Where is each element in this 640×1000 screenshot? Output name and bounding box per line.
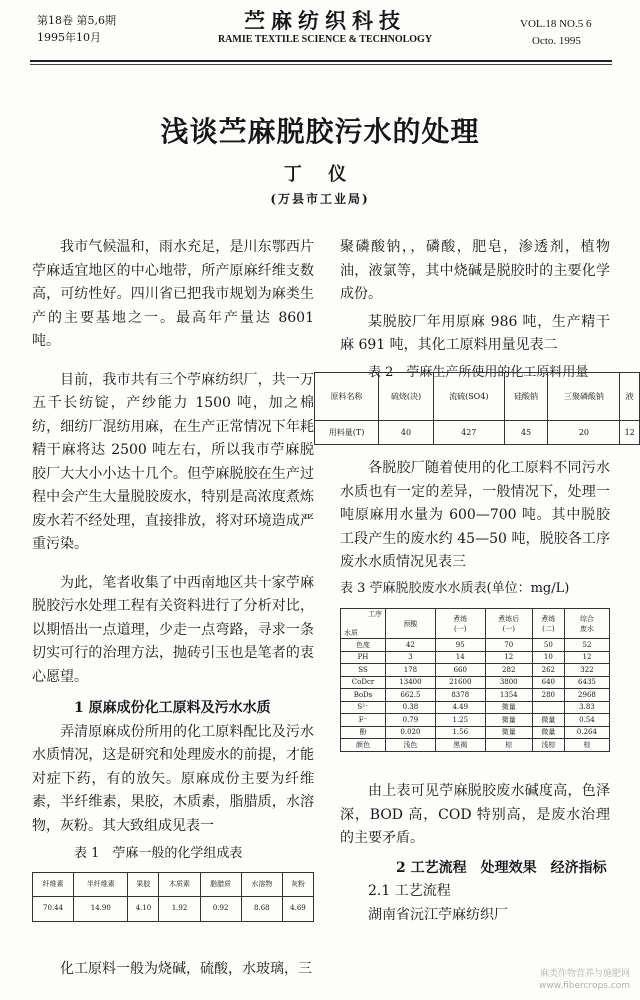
paragraph: 目前，我市共有三个苧麻纺织厂，共一万五千长纺锭，产纱能力 1500 吨，加之棉纺，细纺厂混纺用麻，在生产正常情况下年耗精干麻将达 2500 吨左右，所以我市苧麻脱胶厂大大小小达十几个。但苧麻脱胶在生产过程中会产生大量脱胶废水，特别是高浓度煮炼废水若不经处理，直接排放，将对环境造成严重污染。	[32, 371, 314, 552]
table-cell: 1.56	[435, 726, 485, 739]
journal-title-cn: 苎麻纺织科技	[244, 8, 406, 33]
table-cell: 660	[435, 664, 485, 677]
table-header-cell: 半纤维素	[74, 872, 128, 897]
table-row	[341, 726, 610, 739]
table-row	[33, 897, 314, 922]
table-header-cell: 煮练 (一)	[435, 609, 485, 639]
author-affiliation: (万县市工业局)	[270, 192, 370, 206]
table-cell: 12	[620, 421, 640, 445]
left-column-continued	[32, 958, 314, 982]
table-cell: 微量	[485, 714, 532, 727]
table-cell	[532, 701, 564, 714]
table-cell: 6435	[564, 676, 609, 689]
table-row-label: PH	[341, 651, 386, 664]
paragraph: 化工原料一般为烧碱，硫酸，水玻璃，三	[60, 961, 312, 977]
table-cell: 0.38	[386, 701, 436, 714]
table-cell: 50	[532, 639, 564, 652]
watermark-site-name: 麻类作物营养与施肥网	[539, 969, 630, 979]
corner-label-bottom: 水质	[344, 629, 358, 637]
right-column	[340, 236, 610, 384]
table-row	[341, 701, 610, 714]
table-row	[341, 639, 610, 652]
paragraph: 某脱胶厂年用原麻 986 吨，生产精干麻 691 吨，其化工原料用量见表二	[340, 313, 610, 353]
header-rule-thin	[30, 64, 612, 65]
table-cell: 70.44	[33, 897, 74, 922]
table-2	[314, 372, 640, 445]
left-column	[32, 236, 314, 922]
issue-info-cn	[37, 12, 116, 46]
corner-label-top: 工序	[368, 610, 382, 618]
table-cell: 棕	[564, 739, 609, 752]
table-cell: 4.10	[128, 897, 159, 922]
table-cell: 427	[433, 421, 504, 445]
table-header-cell: 液	[620, 373, 640, 421]
table-header-cell: 综合 废水	[564, 609, 609, 639]
table-row-label: CoDcr	[341, 676, 386, 689]
table-header-cell: 煮练 (二)	[532, 609, 564, 639]
table-row	[341, 714, 610, 727]
table-cell: 640	[532, 676, 564, 689]
table-header-cell: 流硫(SO4)	[433, 373, 504, 421]
table-row-label: F⁻	[341, 714, 386, 727]
section-heading: 1 原麻成份化工原料及污水水质	[74, 700, 271, 716]
table-1	[32, 872, 314, 922]
table-cell: 微量	[532, 714, 564, 727]
journal-masthead	[190, 8, 460, 46]
table-header-cell: 水溶物	[241, 872, 282, 897]
article-author: 丁 仪	[283, 164, 357, 185]
table-cell: 2968	[564, 689, 609, 702]
table-caption: 表 1 苧麻一般的化学组成表	[74, 846, 243, 861]
table-cell: 3.83	[564, 701, 609, 714]
right-column-mid	[340, 457, 610, 600]
table-cell: 微量	[532, 726, 564, 739]
table-row-label: 色度	[341, 639, 386, 652]
table-cell: 178	[386, 664, 436, 677]
table-cell: 662.5	[386, 689, 436, 702]
table-cell: 282	[485, 664, 532, 677]
table-row	[341, 664, 610, 677]
article-title: 浅谈苎麻脱胶污水的处理	[160, 115, 480, 148]
table-cell: 70	[485, 639, 532, 652]
table-cell: 0.020	[386, 726, 436, 739]
table-row-label: 酚	[341, 726, 386, 739]
table-cell: 3	[386, 651, 436, 664]
volume-cn: 第18卷 第5,6期	[37, 14, 116, 27]
watermark-url: www.fibercrops.com	[539, 981, 630, 991]
table-cell: 0.92	[200, 897, 241, 922]
table-cell: 0.54	[564, 714, 609, 727]
paragraph: 由上表可见苧麻脱胶废水碱度高，色泽深，BOD 高，COD 特别高，是废水治理的主要矛盾。	[340, 783, 610, 846]
table-header-cell: 三聚磷酸钠	[548, 373, 620, 421]
table-row	[341, 689, 610, 702]
table-cell: 10	[532, 651, 564, 664]
issue-info-en	[520, 16, 592, 50]
table-cell: 浅棕	[532, 739, 564, 752]
watermark	[539, 968, 630, 992]
table-header-cell: 灰粉	[282, 872, 313, 897]
right-column-lower	[340, 780, 610, 927]
table-header-cell: 脂腊质	[200, 872, 241, 897]
table-header-row	[315, 373, 640, 421]
table-header-row	[33, 872, 314, 897]
table-cell: 13400	[386, 676, 436, 689]
header-rule	[30, 60, 612, 62]
table-cell: 14.90	[74, 897, 128, 922]
date-en: Octo. 1995	[532, 35, 581, 47]
table-row-label: SS	[341, 664, 386, 677]
table-cell: 0.264	[564, 726, 609, 739]
table-cell: 322	[564, 664, 609, 677]
table-cell: 1.92	[159, 897, 200, 922]
table-cell: 20	[548, 421, 620, 445]
paragraph: 湖南省沅江苧麻纺织厂	[368, 906, 508, 923]
table-header-cell: 硫烧(决)	[379, 373, 434, 421]
table-cell: 1.25	[435, 714, 485, 727]
table-row-label: 颜色	[341, 739, 386, 752]
table-cell: 14	[435, 651, 485, 664]
table-cell: 40	[379, 421, 434, 445]
table-header-cell: 原料名称	[315, 373, 379, 421]
table-cell: 42	[386, 639, 436, 652]
table-cell: 3800	[485, 676, 532, 689]
paragraph: 弄清原麻成份所用的化工原料配比及污水水质情况，这是研究和处理废水的前提，才能对症下药，有的放矢。原麻成份主要为纤维素，半纤维素，果胶，木质素，脂腊质，水溶物，灰粉。其大致组成见表一	[32, 723, 314, 834]
paragraph: 聚磷酸钠，，磷酸，肥皂，渗透剂，植物油，液氯等，其中烧碱是脱胶时的主要化学成份。	[340, 239, 610, 302]
table-cell: 0.79	[386, 714, 436, 727]
table-cell: 52	[564, 639, 609, 652]
table-cell: 黑褐	[435, 739, 485, 752]
table-cell: 262	[532, 664, 564, 677]
table-row	[315, 421, 640, 445]
table-header-cell: 纤维素	[33, 872, 74, 897]
table-cell: 45	[504, 421, 548, 445]
table-row	[341, 651, 610, 664]
table-3	[340, 608, 610, 752]
paragraph: 我市气候温和，雨水充足，是川东鄂西片苧麻适宜地区的中心地带，所产原麻纤维支数高，可纺性好。四川省已把我市规划为麻类生产的主要基地之一。最高年产量达 8601 吨。	[32, 239, 314, 349]
paragraph: 为此，笔者收集了中西南地区共十家苧麻脱胶污水处理工程有关资料进行了分析对比，以期悟出一点道理，少走一点弯路，寻求一条切实可行的治理方法，抛砖引玉也是笔者的衷心愿望。	[32, 574, 314, 685]
table-cell: 1354	[485, 689, 532, 702]
section-heading: 2 工艺流程 处理效果 经济指标	[396, 859, 607, 876]
table-cell: 4.69	[282, 897, 313, 922]
table-header-cell: 木质素	[159, 872, 200, 897]
table-header-cell: 硅酸钠	[504, 373, 548, 421]
table-row	[341, 739, 610, 752]
table-cell: 12	[485, 651, 532, 664]
table-header-cell: 果胶	[128, 872, 159, 897]
volume-en: VOL.18 NO.5 6	[520, 18, 592, 30]
table-caption: 表 2 苧麻生产所使用的化工原料用量	[368, 364, 589, 380]
table-cell: 8.68	[241, 897, 282, 922]
table-row-label: BoDs	[341, 689, 386, 702]
subsection-heading: 2.1 工艺流程	[368, 883, 451, 899]
journal-title-en: RAMIE TEXTILE SCIENCE & TECHNOLOGY	[217, 34, 433, 45]
table-row	[341, 676, 610, 689]
table-cell: 4.49	[435, 701, 485, 714]
date-cn: 1995年10月	[37, 31, 101, 44]
table-header-cell: 预酸	[386, 609, 436, 639]
table-cell: 微量	[485, 701, 532, 714]
table-row-label: S²⁻	[341, 701, 386, 714]
table-header-row	[341, 609, 610, 639]
table-cell: 95	[435, 639, 485, 652]
table-cell: 21600	[435, 676, 485, 689]
table-cell: 12	[564, 651, 609, 664]
table-row-label: 用料量(T)	[315, 421, 379, 445]
table-corner-cell	[341, 609, 386, 639]
table-cell: 微量	[485, 726, 532, 739]
table-cell: 棕	[485, 739, 532, 752]
table-cell: 280	[532, 689, 564, 702]
paragraph: 各脱胶厂随着使用的化工原料不同污水水质也有一定的差异，一般情况下，处理一吨原麻用水量为 600—700 吨。其中脱胶工段产生的废水约 45—50 吨，脱胶各工序废水水质情况见表三	[340, 460, 610, 570]
table-cell: 浅色	[386, 739, 436, 752]
table-caption: 表 3 苧麻脱胶废水水质表(单位：mg/L)	[340, 580, 570, 596]
table-cell: 8378	[435, 689, 485, 702]
table-header-cell: 煮练后 (一)	[485, 609, 532, 639]
